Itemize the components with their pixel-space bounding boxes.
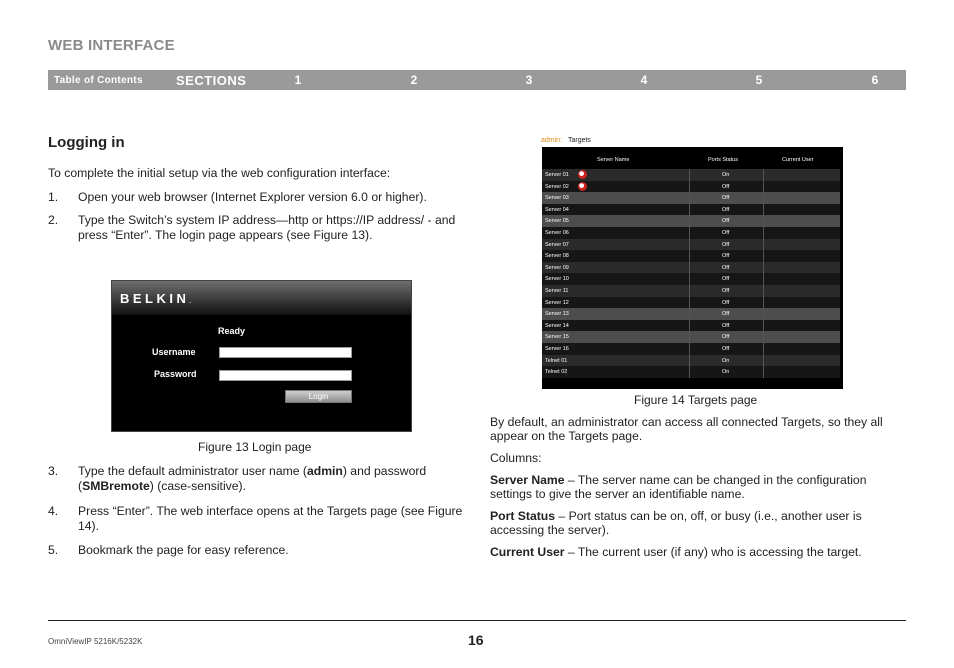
port-status: Off [722, 230, 730, 236]
column-separator [689, 227, 690, 239]
target-name[interactable]: Server 03 [545, 195, 569, 202]
column-separator [689, 308, 690, 320]
target-name[interactable]: Server 11 [545, 288, 569, 294]
target-name[interactable]: Server 16 [545, 346, 569, 352]
login-header-bar [112, 281, 411, 315]
column-separator [689, 320, 690, 332]
target-name[interactable]: Server 04 [545, 206, 569, 213]
def-port-status: Port Status – Port status can be on, off, or busy (i.e., another user is accessing the server). [490, 509, 862, 537]
username-field[interactable] [219, 347, 352, 358]
port-status: Off [722, 218, 730, 225]
targets-header [541, 137, 591, 144]
column-separator [689, 192, 690, 204]
ready-status: Ready [218, 326, 246, 336]
target-row[interactable] [542, 297, 840, 309]
def-current-user: Current User – The current user (if any) who is accessing the target. [490, 545, 862, 559]
footer-product: OmniViewIP 5216K/5232K [48, 637, 143, 646]
target-row[interactable] [542, 192, 840, 204]
target-row[interactable] [542, 355, 840, 367]
column-separator [763, 239, 764, 251]
port-status: Off [722, 206, 730, 213]
column-separator [689, 169, 690, 181]
step-text: Bookmark the page for easy reference. [78, 543, 289, 557]
section-link-2[interactable]: 2 [410, 73, 418, 87]
figure14-caption: Figure 14 Targets page [634, 393, 758, 407]
default-access-text: By default, an administrator can access all connected Targets, so they all appear on the Targets page. [490, 415, 883, 443]
logging-in-heading: Logging in [48, 134, 125, 151]
target-row[interactable] [542, 308, 840, 320]
port-status: Off [722, 264, 730, 271]
port-status: Off [722, 311, 730, 318]
section-link-4[interactable]: 4 [640, 73, 648, 87]
column-separator [763, 181, 764, 193]
target-name[interactable]: Telnet 02 [545, 369, 568, 376]
column-separator [689, 250, 690, 262]
column-separator [689, 181, 690, 193]
step-number: 1. [48, 190, 59, 204]
port-status: On [722, 369, 730, 376]
target-row[interactable] [542, 285, 840, 297]
step-text: Open your web browser (Internet Explorer version 6.0 or higher). [78, 190, 427, 204]
port-status: Off [722, 253, 730, 260]
column-separator [763, 308, 764, 320]
column-separator [689, 215, 690, 227]
column-separator [689, 331, 690, 343]
target-row[interactable] [542, 204, 840, 216]
column-separator [763, 297, 764, 309]
column-separator [689, 297, 690, 309]
column-separator [689, 204, 690, 216]
target-row[interactable] [542, 320, 840, 332]
port-status: Off [722, 195, 730, 202]
toc-link[interactable]: Table of Contents [54, 75, 143, 86]
section-navbar [48, 70, 906, 90]
belkin-logo: BELKIN. [120, 291, 192, 306]
section-title: WEB INTERFACE [48, 37, 175, 54]
column-separator [689, 355, 690, 367]
column-separator [689, 343, 690, 355]
column-separator [763, 355, 764, 367]
column-separator [763, 320, 764, 332]
target-name[interactable]: Server 12 [545, 299, 569, 306]
port-status: Off [722, 322, 730, 329]
def-server-name: Server Name – The server name can be changed in the configuration settings to give the server an identifiable name. [490, 473, 867, 501]
figure13-caption: Figure 13 Login page [198, 440, 312, 454]
port-status: Off [722, 241, 730, 248]
target-name[interactable]: Server 01 [545, 172, 569, 178]
target-row[interactable] [542, 331, 840, 343]
intro-text: To complete the initial setup via the web configuration interface: [48, 166, 391, 180]
port-status: On [722, 172, 730, 178]
column-separator [763, 250, 764, 262]
footer-divider [48, 620, 906, 621]
target-row[interactable] [542, 181, 840, 193]
password-label: Password [154, 369, 197, 379]
step-text: Type the default administrator user name (admin) and password (SMBremote) (case-sensitive). [78, 464, 427, 493]
target-row[interactable] [542, 227, 840, 239]
target-name[interactable]: Server 07 [545, 241, 569, 248]
column-separator [689, 273, 690, 285]
step-number: 2. [48, 213, 59, 227]
user-busy-icon [578, 182, 587, 191]
column-separator [689, 262, 690, 274]
admin-label: admin: [541, 137, 563, 144]
target-row[interactable] [542, 273, 840, 285]
step-number: 3. [48, 464, 59, 478]
section-link-5[interactable]: 5 [755, 73, 763, 87]
column-separator [763, 273, 764, 285]
port-status: Off [722, 346, 730, 352]
target-row[interactable] [542, 250, 840, 262]
targets-title: Targets [567, 137, 591, 144]
column-separator [689, 239, 690, 251]
target-name[interactable]: Telnet 01 [545, 357, 568, 364]
port-status: On [722, 357, 730, 364]
port-status: Off [722, 299, 730, 306]
column-separator [763, 262, 764, 274]
column-separator [763, 204, 764, 216]
column-separator [763, 192, 764, 204]
column-separator [689, 285, 690, 297]
column-separator [763, 169, 764, 181]
target-row[interactable] [542, 262, 840, 274]
target-name[interactable]: Server 10 [545, 276, 569, 283]
password-field[interactable] [219, 370, 352, 381]
column-separator [763, 343, 764, 355]
port-status: Off [722, 183, 730, 190]
page-number: 16 [468, 632, 484, 648]
col-current-user: Current User [782, 157, 814, 163]
section-link-3[interactable]: 3 [525, 73, 533, 87]
target-name[interactable]: Server 08 [545, 253, 569, 260]
targets-table [542, 147, 843, 389]
column-separator [689, 366, 690, 378]
target-name[interactable]: Server 02 [545, 183, 569, 190]
target-name[interactable]: Server 14 [545, 322, 569, 329]
section-link-6[interactable]: 6 [871, 73, 879, 87]
target-row[interactable] [542, 366, 840, 378]
sections-label: SECTIONS [176, 73, 247, 88]
column-separator [763, 285, 764, 297]
col-ports-status: Ports Status [708, 157, 738, 163]
col-server-name: Server Name [597, 157, 630, 163]
step-text: Type the Switch’s system IP address—http or https://IP address/ - and press “Enter”. The login page appears (see Figure 13). [78, 213, 456, 242]
user-busy-icon [578, 170, 587, 179]
target-row[interactable] [542, 169, 840, 181]
target-row[interactable] [542, 215, 840, 227]
target-name[interactable]: Server 05 [545, 218, 569, 225]
username-label: Username [152, 347, 196, 357]
step-text: Press “Enter”. The web interface opens at the Targets page (see Figure 14). [78, 504, 463, 533]
port-status: Off [722, 334, 730, 341]
port-status: Off [722, 288, 730, 294]
target-row[interactable] [542, 343, 840, 355]
login-button[interactable]: Login [285, 390, 352, 403]
target-name[interactable]: Server 06 [545, 230, 569, 236]
step-number: 5. [48, 543, 59, 557]
column-separator [763, 366, 764, 378]
login-page-figure [111, 280, 412, 432]
target-name[interactable]: Server 15 [545, 334, 569, 341]
column-separator [763, 227, 764, 239]
targets-column-header [542, 155, 843, 166]
step-number: 4. [48, 504, 59, 518]
columns-label: Columns: [490, 451, 542, 465]
column-separator [763, 215, 764, 227]
target-row[interactable] [542, 239, 840, 251]
targets-page-figure [541, 137, 843, 390]
target-name[interactable]: Server 09 [545, 264, 569, 271]
section-link-1[interactable]: 1 [294, 73, 302, 87]
port-status: Off [722, 276, 730, 283]
column-separator [763, 331, 764, 343]
target-name[interactable]: Server 13 [545, 311, 569, 318]
